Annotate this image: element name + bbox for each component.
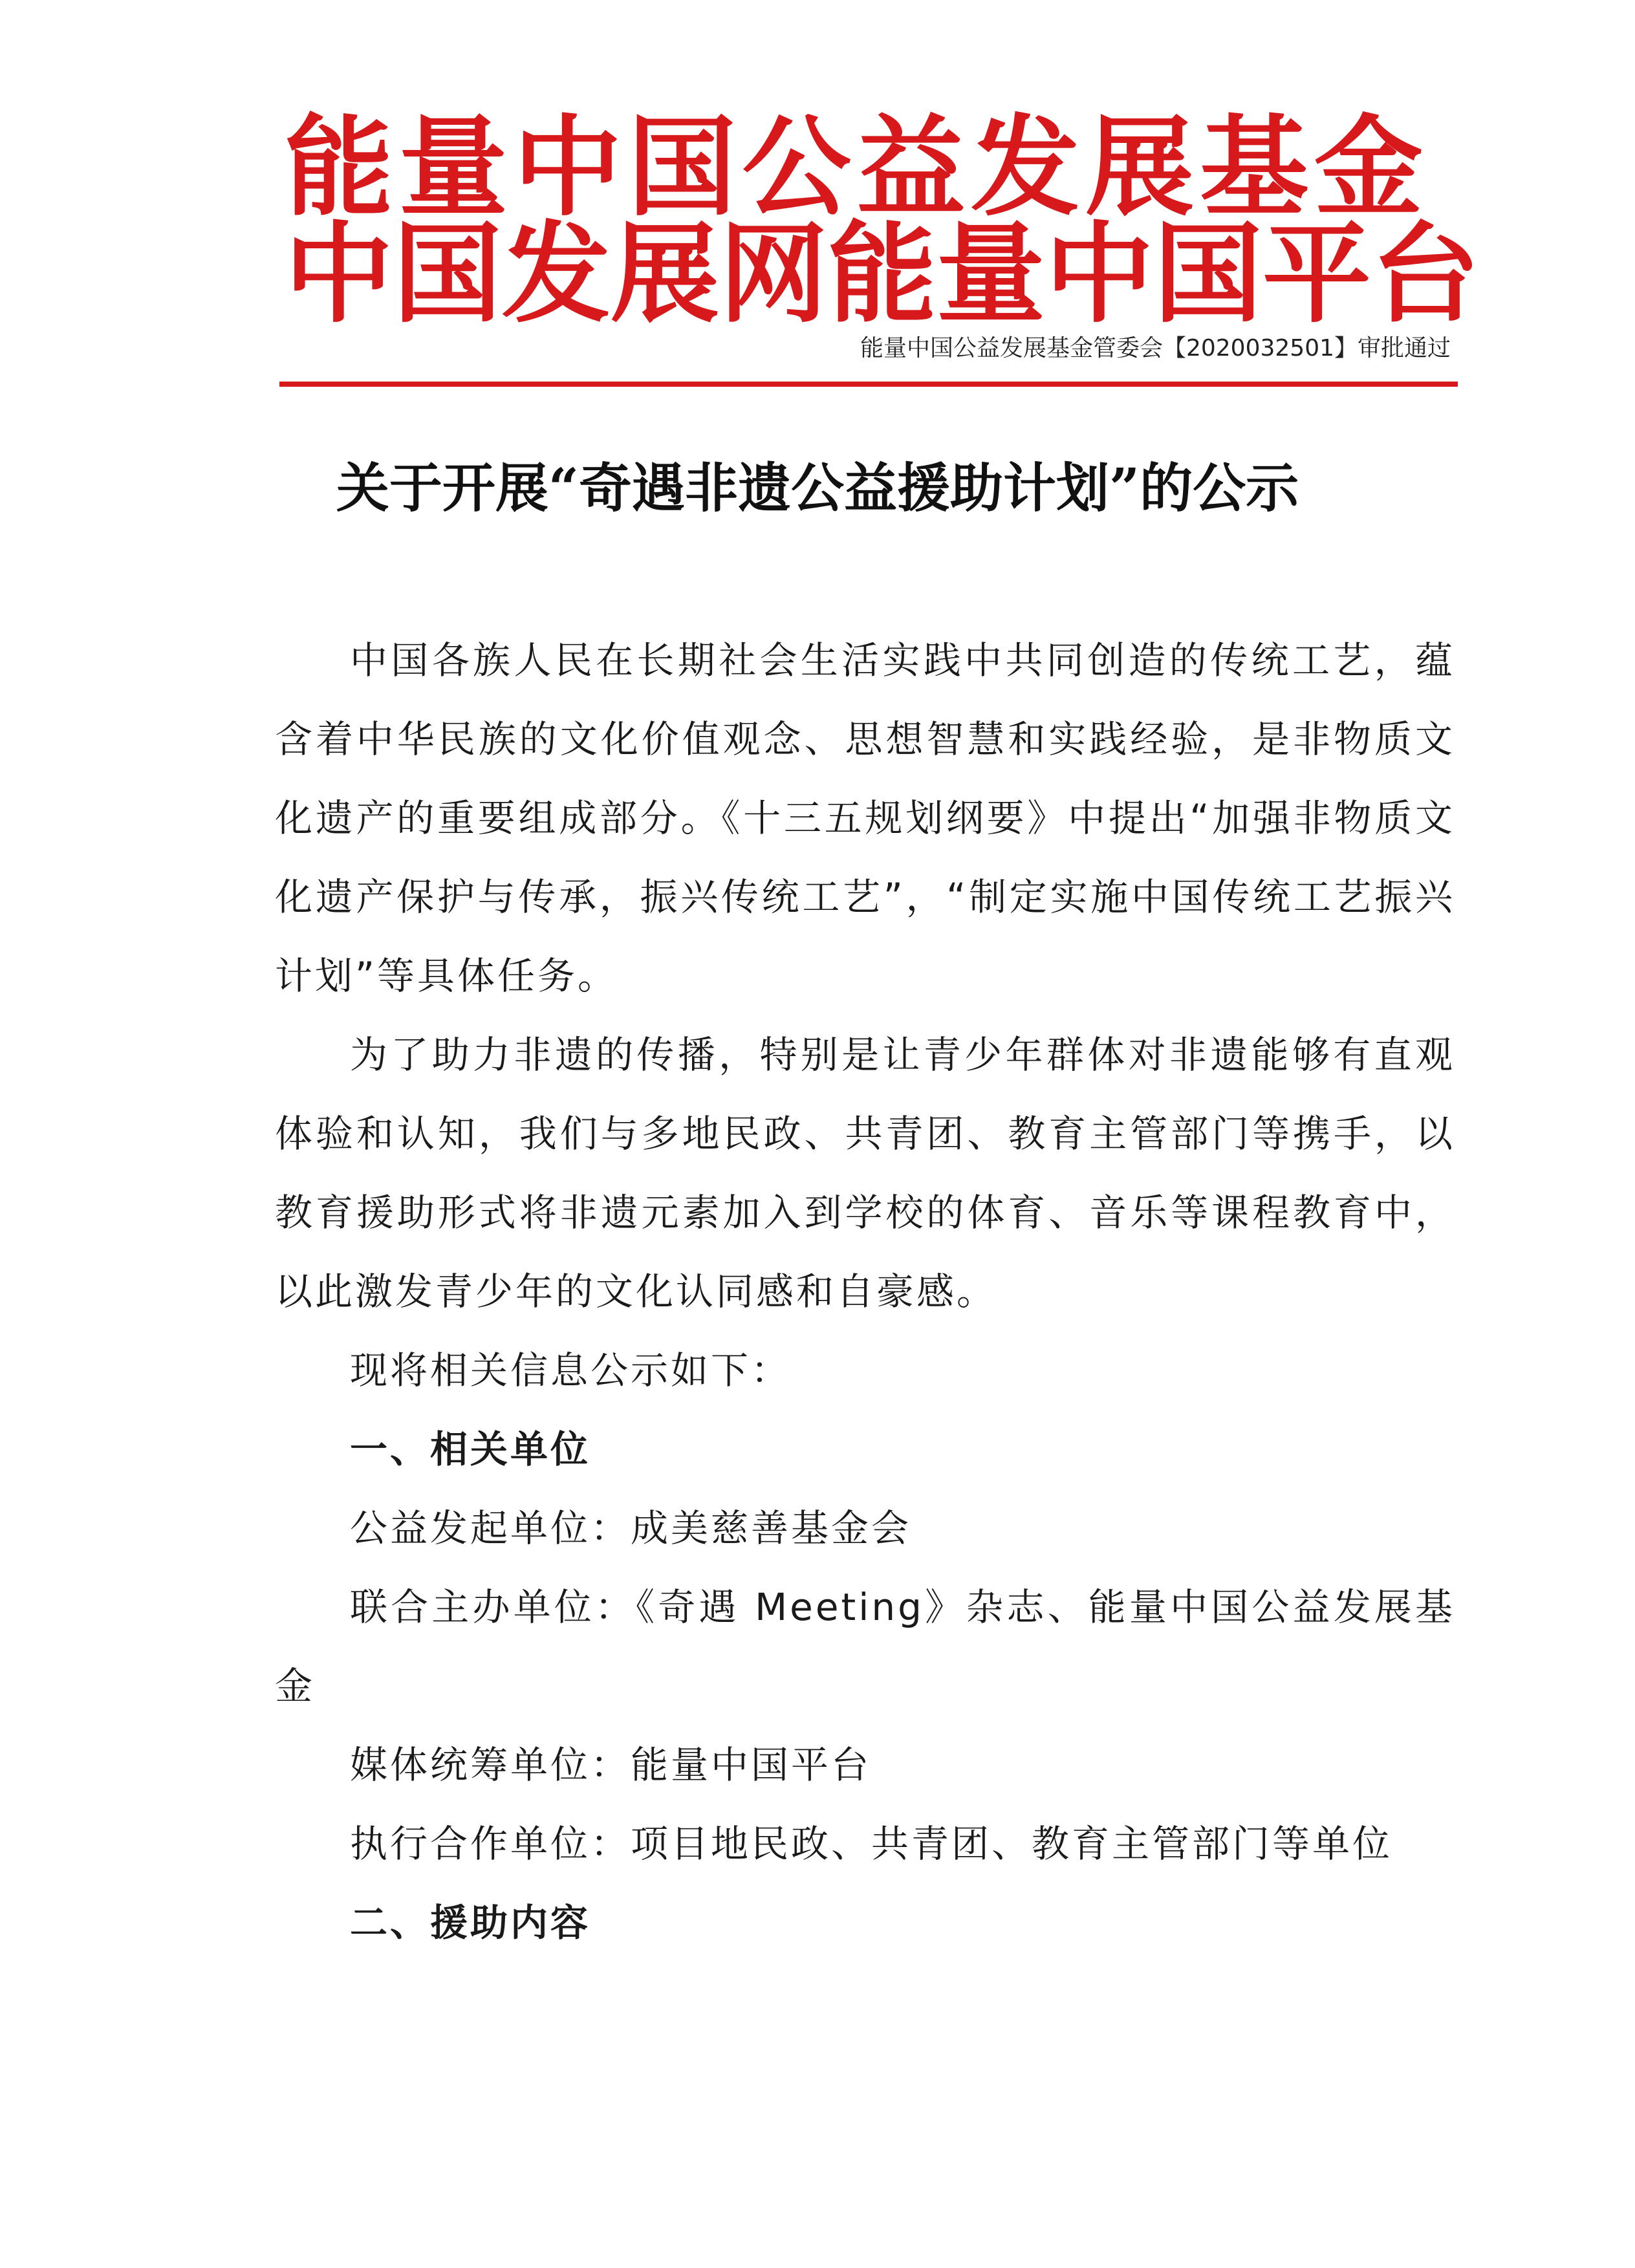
letterhead-divider (279, 382, 1458, 387)
letterhead-org-line-2: 中国发展网能量中国平台 (285, 211, 1480, 338)
unit-executor: 执行合作单位：项目地民政、共青团、教育主管部门等单位 (350, 1822, 1393, 1866)
unit-initiator: 公益发起单位：成美慈善基金会 (350, 1506, 912, 1550)
document-title: 关于开展“奇遇非遗公益援助计划”的公示 (336, 457, 1299, 519)
paragraph-announcement: 现将相关信息公示如下： (350, 1348, 792, 1392)
unit-media: 媒体统筹单位：能量中国平台 (350, 1743, 872, 1787)
unit-co-organizer: 联合主办单位：《奇遇 Meeting》杂志、能量中国公益发展基金 (275, 1585, 1455, 1708)
section-2-heading: 二、援助内容 (350, 1901, 591, 1945)
paragraph-purpose: 为了助力非遗的传播，特别是让青少年群体对非遗能够有直观体验和认知，我们与多地民政、共青团、教育主管部门等携手，以教育援助形式将非遗元素加入到学校的体育、音乐等课程教育中，以此激发青少年的文化认同感和自豪感。 (275, 1033, 1455, 1313)
section-1-heading: 一、相关单位 (350, 1427, 591, 1471)
paragraph-intro: 中国各族人民在长期社会生活实践中共同创造的传统工艺，蕴含着中华民族的文化价值观念、思想智慧和实践经验，是非物质文化遗产的重要组成部分。《十三五规划纲要》中提出“加强非物质文化遗产保护与传承，振兴传统工艺”，“制定实施中国传统工艺振兴计划”等具体任务。 (275, 638, 1455, 998)
letterhead-org-line-1: 能量中国公益发展基金 (285, 104, 1423, 231)
approval-note: 能量中国公益发展基金管委会【2020032501】审批通过 (860, 335, 1451, 362)
document-body (275, 621, 1455, 1962)
